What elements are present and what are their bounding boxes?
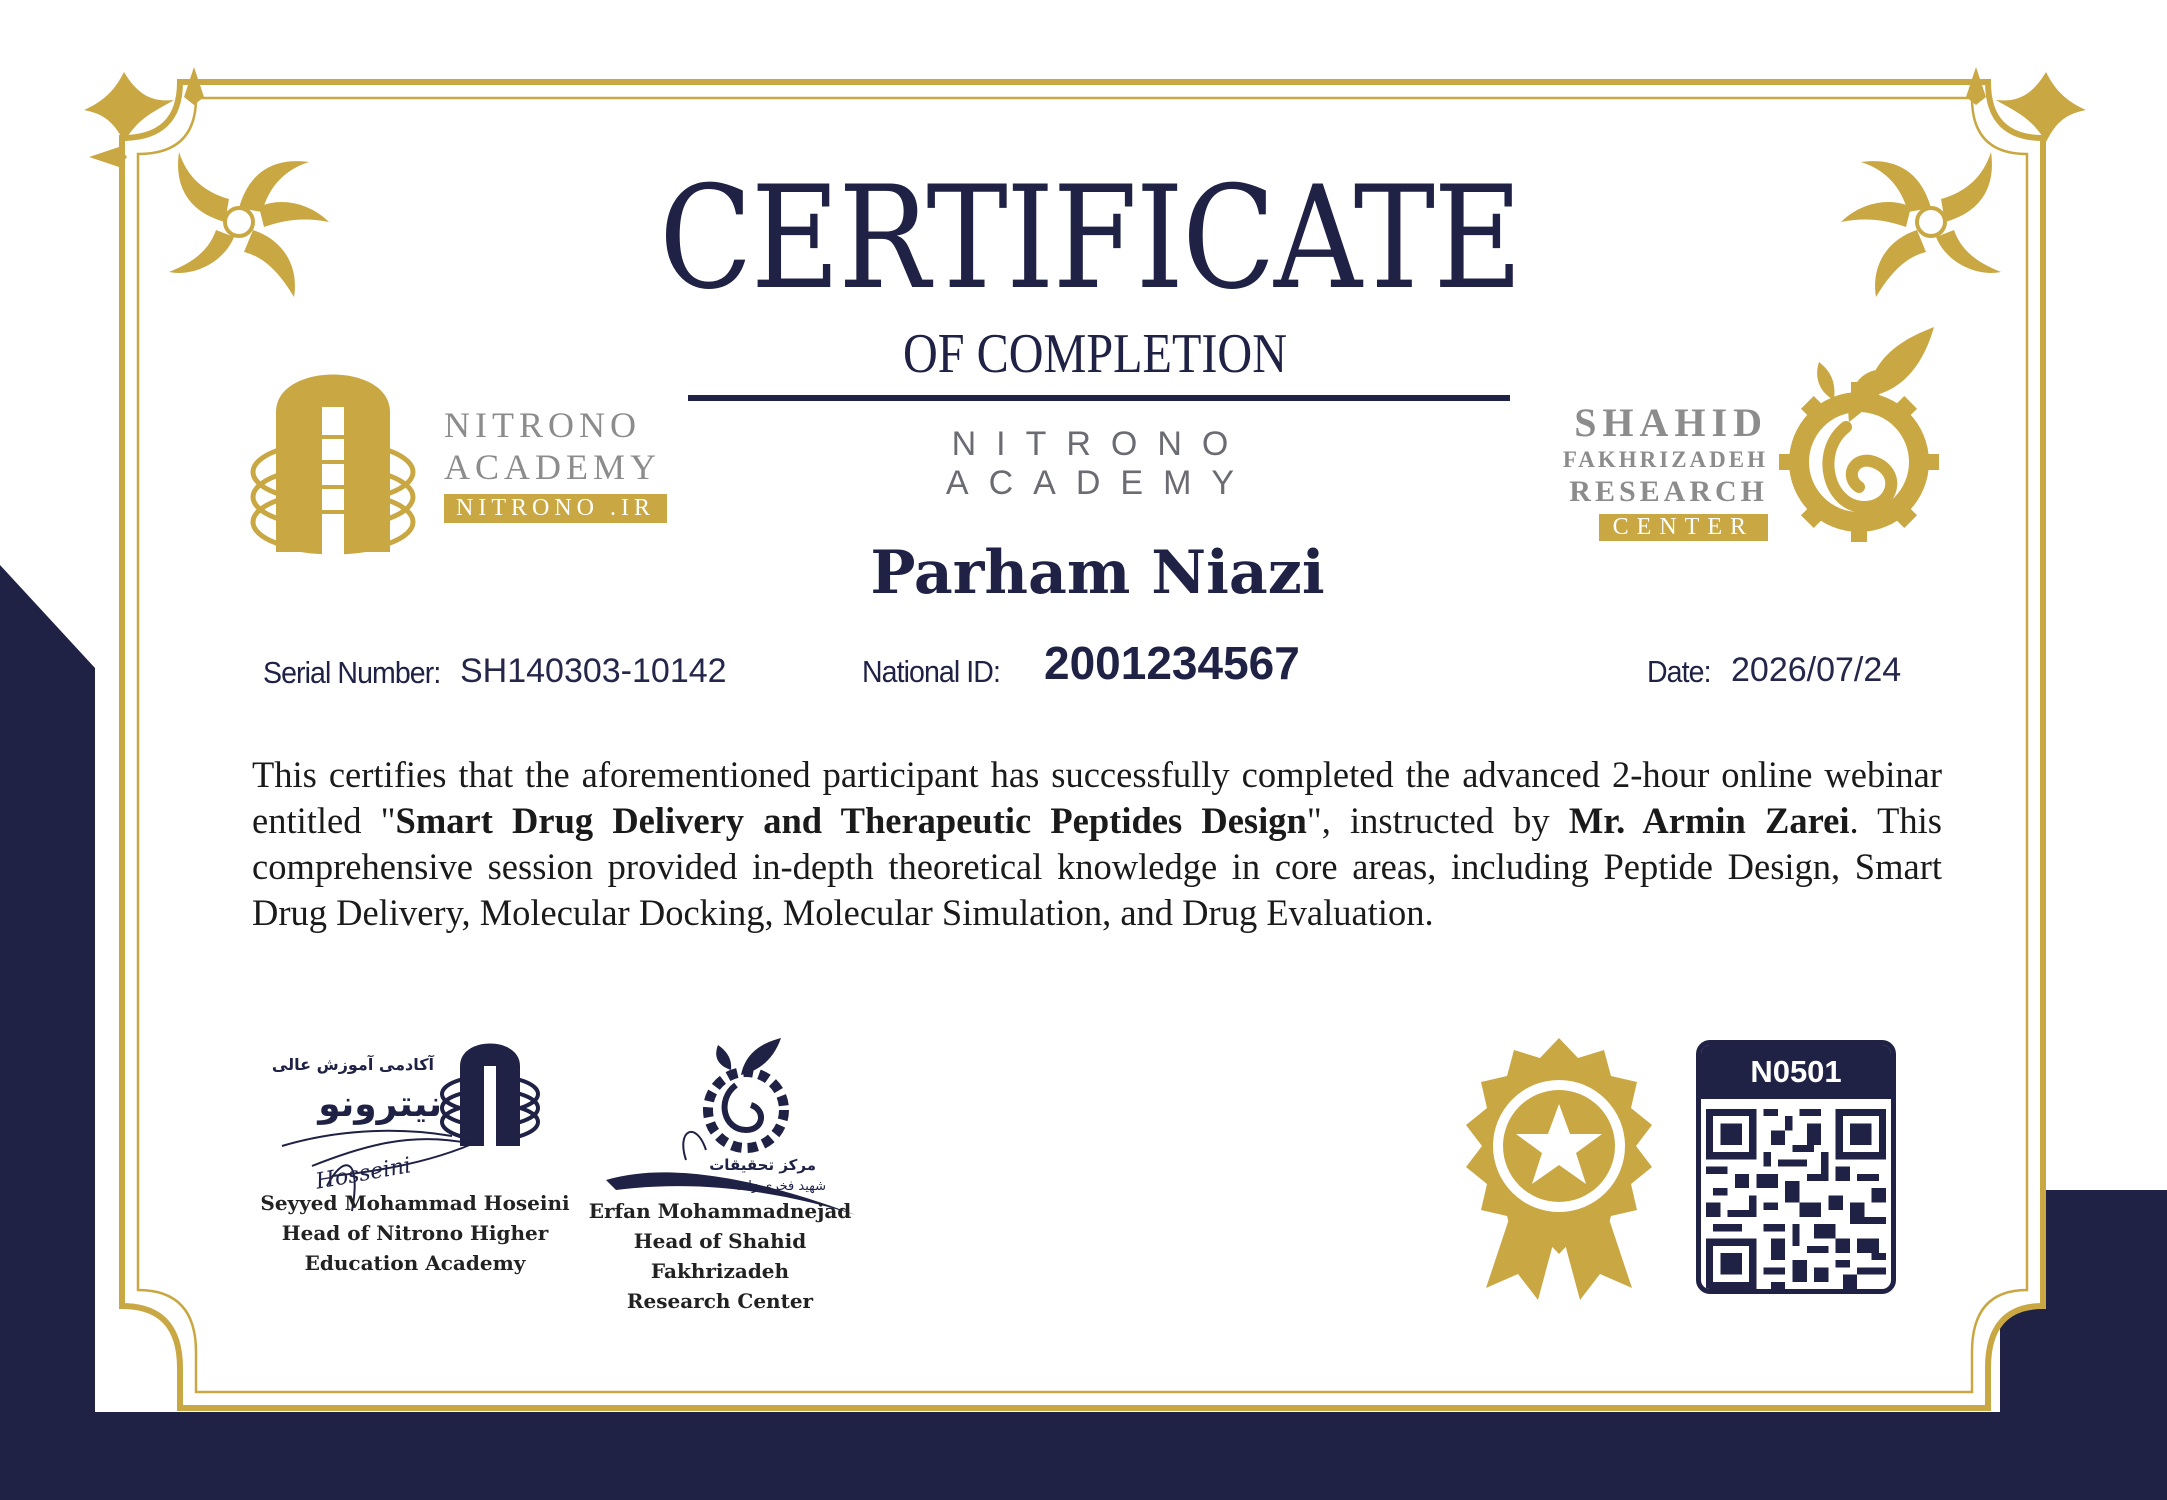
nitrono-logo-icon [248, 352, 418, 562]
signatory-2-name: Erfan Mohammadnejad [588, 1199, 852, 1223]
fakhrizadeh-logo-text [1548, 400, 1768, 541]
fakhrizadeh-logo-line3: RESEARCH [1569, 475, 1768, 508]
national-id-label: National ID: [862, 654, 1000, 689]
issuer-name: NITRONO ACADEMY [945, 425, 1255, 502]
stamp-text-2: نیترونو [318, 1084, 442, 1125]
fakhrizadeh-logo-line2: FAKHRIZADEH [1562, 447, 1768, 472]
qr-code-icon[interactable] [1706, 1109, 1886, 1289]
course-title: Smart Drug Delivery and Therapeutic Peptides Design [395, 800, 1307, 841]
recipient-name: Parham Niazi [870, 538, 1325, 608]
title-divider [688, 395, 1510, 401]
certificate-title: CERTIFICATE [659, 156, 1521, 321]
signatory-1-org: Education Academy [304, 1251, 526, 1275]
body-part1: This certifies that the aforementioned participant has successfully completed the advanced 2-hour online webinar entitled " [252, 754, 1942, 841]
signatory-1-title: Head of Nitrono Higher [281, 1221, 549, 1245]
fakhrizadeh-logo-tag: CENTER [1599, 514, 1768, 541]
signatory-1-name: Seyyed Mohammad Hoseini [260, 1191, 570, 1215]
certificate-subtitle: OF COMPLETION [903, 323, 1287, 385]
stamp2-text-1: مرکز تحقیقات [709, 1156, 816, 1174]
qr-code-label: N0501 [1701, 1045, 1891, 1099]
serial-number-label: Serial Number: [263, 655, 441, 690]
fakhrizadeh-logo-line1: SHAHID [1574, 400, 1768, 445]
body-part2: ", instructed by [1306, 800, 1569, 841]
nitrono-logo-text [444, 404, 667, 523]
handwritten-signature: Hosseini [313, 1153, 414, 1195]
signatory-2-title: Head of Shahid Fakhrizadeh [633, 1229, 807, 1283]
nitrono-logo-line1: NITRONO [444, 405, 641, 445]
fakhrizadeh-logo-icon [1774, 322, 1944, 552]
signatory-2-org: Research Center [626, 1289, 814, 1313]
signatory-1 [250, 1188, 580, 1278]
serial-number-value: SH140303-10142 [460, 652, 727, 690]
nitrono-logo-line2: ACADEMY [444, 447, 662, 487]
signatory-2 [570, 1196, 870, 1316]
date-value: 2026/07/24 [1731, 651, 1902, 689]
qr-verification[interactable] [1696, 1040, 1896, 1294]
nitrono-logo-tag: NITRONO .IR [444, 494, 667, 523]
national-id-value: 2001234567 [1044, 637, 1300, 689]
stamp2-text-2: شهید فخری زاده [735, 1179, 826, 1194]
instructor-name: Mr. Armin Zarei [1568, 800, 1850, 841]
certificate-body [252, 752, 1942, 936]
stamp-text-1: آکادمی آموزش عالی [272, 1055, 434, 1074]
body-part3: . This comprehensive session provided in-depth theoretical knowledge in core areas, including Peptide Design, Smart Drug Delivery, Molecular Docking, Molecular Simulation, and Drug Evaluation. [252, 800, 1943, 933]
award-badge-icon [1456, 1038, 1662, 1306]
date-label: Date: [1647, 654, 1711, 689]
